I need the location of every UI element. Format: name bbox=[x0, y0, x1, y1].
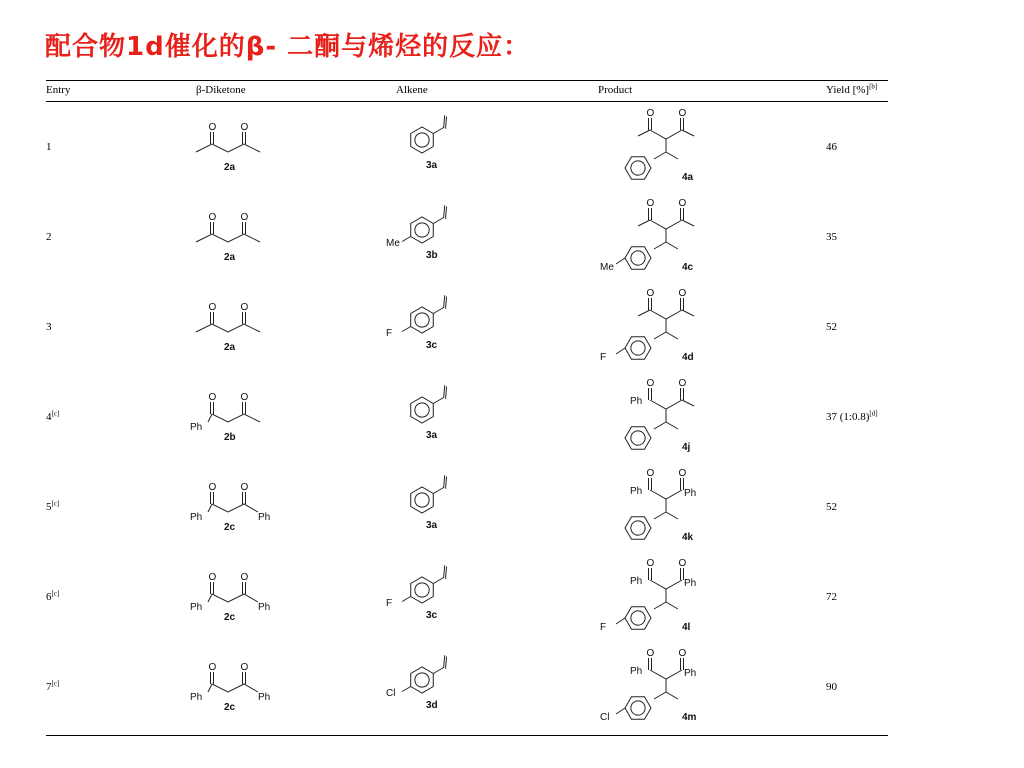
header-product: Product bbox=[598, 84, 633, 96]
oxygen-atom: O bbox=[208, 302, 217, 313]
oxygen-atom: O bbox=[678, 198, 687, 209]
entry-number: 7[c] bbox=[46, 679, 60, 693]
oxygen-atom: O bbox=[646, 648, 655, 659]
compound-label: 3a bbox=[426, 430, 438, 441]
compound-label: 2a bbox=[224, 342, 236, 353]
yield-value: 35 bbox=[826, 231, 837, 243]
alkene-structure bbox=[386, 650, 492, 712]
alkene-structure bbox=[386, 200, 492, 262]
product-structure bbox=[598, 192, 728, 272]
compound-label: 2b bbox=[224, 432, 236, 443]
oxygen-atom: O bbox=[646, 288, 655, 299]
compound-label: 2a bbox=[224, 252, 236, 263]
oxygen-atom: O bbox=[646, 558, 655, 569]
chloro-atom: Cl bbox=[600, 712, 610, 723]
entry-number: 2 bbox=[46, 231, 52, 243]
oxygen-atom: O bbox=[678, 288, 687, 299]
entry-number: 1 bbox=[46, 141, 52, 153]
compound-label: 4l bbox=[682, 622, 691, 633]
diketone-structure bbox=[190, 472, 296, 534]
oxygen-atom: O bbox=[678, 468, 687, 479]
phenyl-group: Ph bbox=[190, 692, 203, 703]
phenyl-group: Ph bbox=[630, 666, 643, 677]
phenyl-group: Ph bbox=[258, 692, 271, 703]
fluoro-atom: F bbox=[386, 598, 393, 609]
fluoro-atom: F bbox=[600, 622, 607, 633]
oxygen-atom: O bbox=[646, 198, 655, 209]
oxygen-atom: O bbox=[240, 662, 249, 673]
compound-label: 3a bbox=[426, 160, 438, 171]
product-structure bbox=[598, 642, 728, 722]
compound-label: 3c bbox=[426, 340, 438, 351]
phenyl-group: Ph bbox=[630, 396, 643, 407]
phenyl-group: Ph bbox=[258, 602, 271, 613]
compound-label: 4j bbox=[682, 442, 691, 453]
entry-number: 6[c] bbox=[46, 589, 60, 603]
phenyl-group: Ph bbox=[630, 576, 643, 587]
chloro-atom: Cl bbox=[386, 688, 396, 699]
alkene-structure bbox=[392, 470, 492, 532]
compound-label: 2c bbox=[224, 522, 236, 533]
methyl-group: Me bbox=[600, 262, 614, 273]
product-structure bbox=[598, 552, 728, 632]
compound-label: 4d bbox=[682, 352, 694, 363]
header-entry: Entry bbox=[46, 84, 71, 96]
yield-value: 52 bbox=[826, 501, 837, 513]
compound-label: 2c bbox=[224, 702, 236, 713]
oxygen-atom: O bbox=[240, 572, 249, 583]
header-diketone: β-Diketone bbox=[196, 84, 246, 96]
phenyl-group: Ph bbox=[190, 602, 203, 613]
methyl-group: Me bbox=[386, 238, 400, 249]
diketone-structure bbox=[196, 292, 296, 354]
oxygen-atom: O bbox=[240, 302, 249, 313]
oxygen-atom: O bbox=[240, 392, 249, 403]
phenyl-group: Ph bbox=[684, 668, 697, 679]
phenyl-group: Ph bbox=[258, 512, 271, 523]
compound-label: 4k bbox=[682, 532, 694, 543]
phenyl-group: Ph bbox=[630, 486, 643, 497]
compound-label: 3a bbox=[426, 520, 438, 531]
table-header-rule bbox=[46, 101, 888, 102]
oxygen-atom: O bbox=[240, 212, 249, 223]
alkene-structure bbox=[386, 290, 492, 352]
fluoro-atom: F bbox=[386, 328, 393, 339]
compound-label: 3d bbox=[426, 700, 438, 711]
product-structure bbox=[598, 372, 728, 452]
oxygen-atom: O bbox=[678, 108, 687, 119]
entry-number: 4[c] bbox=[46, 409, 60, 423]
yield-value: 72 bbox=[826, 591, 837, 603]
oxygen-atom: O bbox=[646, 468, 655, 479]
alkene-structure bbox=[392, 380, 492, 442]
diketone-structure bbox=[196, 202, 296, 264]
oxygen-atom: O bbox=[240, 122, 249, 133]
yield-value: 90 bbox=[826, 681, 837, 693]
phenyl-group: Ph bbox=[684, 578, 697, 589]
entry-number: 5[c] bbox=[46, 499, 60, 513]
header-yield: Yield [%][b] bbox=[826, 82, 878, 96]
compound-label: 2a bbox=[224, 162, 236, 173]
diketone-structure bbox=[190, 652, 296, 714]
oxygen-atom: O bbox=[208, 482, 217, 493]
phenyl-group: Ph bbox=[190, 422, 203, 433]
compound-label: 3b bbox=[426, 250, 438, 261]
compound-label: 4a bbox=[682, 172, 694, 183]
oxygen-atom: O bbox=[240, 482, 249, 493]
yield-value: 37 (1:0.8)[d] bbox=[826, 409, 878, 423]
phenyl-group: Ph bbox=[684, 488, 697, 499]
oxygen-atom: O bbox=[678, 558, 687, 569]
oxygen-atom: O bbox=[678, 378, 687, 389]
phenyl-group: Ph bbox=[190, 512, 203, 523]
product-structure bbox=[598, 462, 728, 542]
oxygen-atom: O bbox=[208, 662, 217, 673]
yield-value: 52 bbox=[826, 321, 837, 333]
oxygen-atom: O bbox=[208, 572, 217, 583]
diketone-structure bbox=[190, 562, 296, 624]
compound-label: 4m bbox=[682, 712, 697, 723]
product-structure bbox=[598, 102, 728, 182]
product-structure bbox=[598, 282, 728, 362]
diketone-structure bbox=[196, 112, 296, 174]
oxygen-atom: O bbox=[646, 108, 655, 119]
table-bottom-rule bbox=[46, 735, 888, 736]
oxygen-atom: O bbox=[208, 212, 217, 223]
header-alkene: Alkene bbox=[396, 84, 428, 96]
fluoro-atom: F bbox=[600, 352, 607, 363]
yield-value: 46 bbox=[826, 141, 837, 153]
compound-label: 2c bbox=[224, 612, 236, 623]
slide-title: 配合物1d催化的β- 二酮与烯烃的反应： bbox=[45, 32, 531, 62]
oxygen-atom: O bbox=[646, 378, 655, 389]
alkene-structure bbox=[392, 110, 492, 172]
compound-label: 3c bbox=[426, 610, 438, 621]
table-top-rule bbox=[46, 80, 888, 81]
entry-number: 3 bbox=[46, 321, 52, 333]
compound-label: 4c bbox=[682, 262, 694, 273]
alkene-structure bbox=[386, 560, 492, 622]
oxygen-atom: O bbox=[678, 648, 687, 659]
oxygen-atom: O bbox=[208, 392, 217, 403]
diketone-structure bbox=[190, 382, 296, 444]
oxygen-atom: O bbox=[208, 122, 217, 133]
